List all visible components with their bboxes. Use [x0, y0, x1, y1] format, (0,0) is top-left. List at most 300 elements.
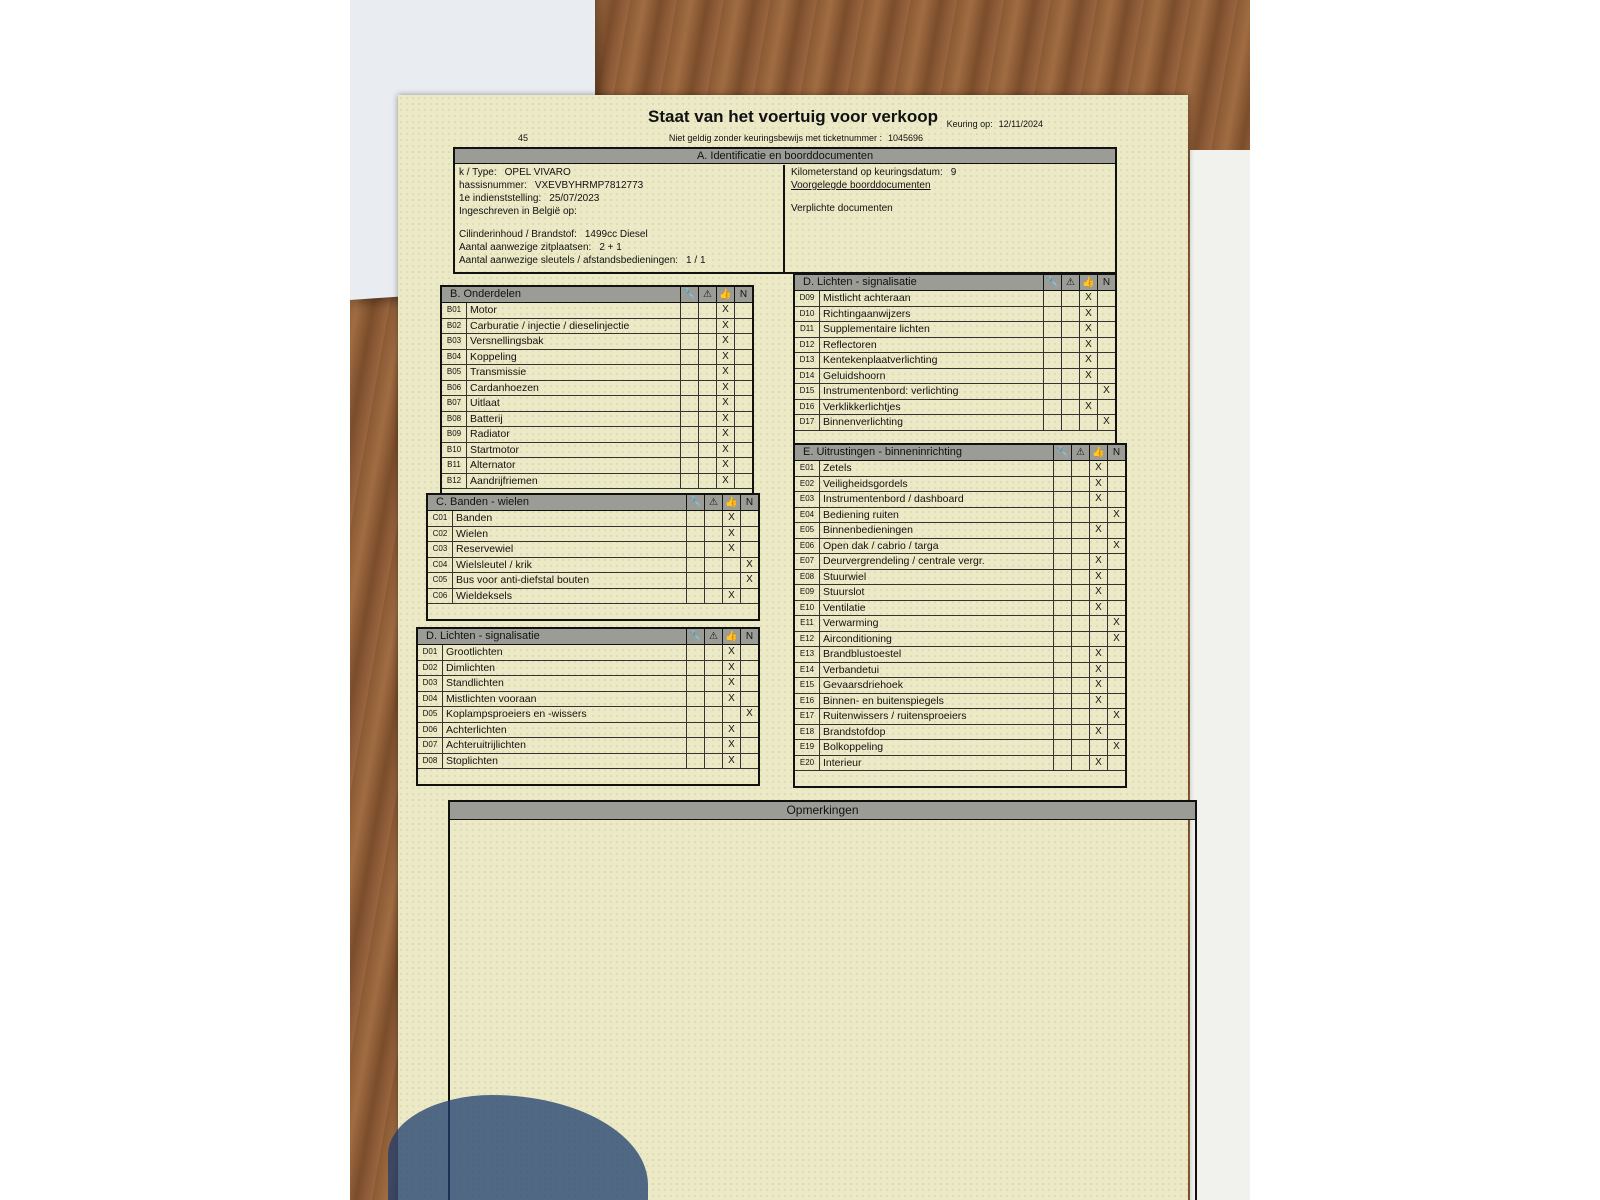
item-code: D16	[795, 400, 820, 415]
item-code: D03	[418, 676, 443, 691]
check-cell	[686, 527, 704, 542]
check-cell	[680, 412, 698, 427]
checklist-row	[795, 725, 1125, 741]
check-cell: X	[1089, 554, 1107, 569]
check-cell	[1043, 369, 1061, 384]
checklist-row	[428, 527, 758, 543]
check-cell	[698, 319, 716, 334]
check-cell	[1053, 461, 1071, 476]
check-cell	[1071, 508, 1089, 523]
check-cell	[1043, 307, 1061, 322]
item-code: B12	[442, 474, 467, 489]
check-cell	[686, 558, 704, 573]
repair-icon: 🔧	[680, 287, 698, 302]
repair-icon: 🔧	[1043, 275, 1061, 290]
check-cell	[740, 542, 758, 557]
identification-vehicle	[455, 165, 785, 272]
check-cell: X	[722, 754, 740, 769]
checklist-row	[442, 350, 752, 366]
item-label: Binnen- en buitenspiegels	[823, 694, 944, 707]
check-cell	[1089, 709, 1107, 724]
check-cell	[1107, 694, 1125, 709]
section-onderdelen	[440, 285, 754, 506]
check-cell	[698, 458, 716, 473]
item-code: C03	[428, 542, 453, 557]
item-label: Alternator	[470, 459, 516, 471]
check-cell: X	[722, 511, 740, 526]
item-code: C06	[428, 589, 453, 604]
not-applicable-label: N	[734, 287, 752, 302]
check-cell: X	[1089, 570, 1107, 585]
check-cell	[1053, 663, 1071, 678]
item-code: B07	[442, 396, 467, 411]
item-code: E19	[795, 740, 820, 755]
checklist-row	[795, 307, 1115, 323]
item-code: E13	[795, 647, 820, 662]
check-cell	[680, 334, 698, 349]
check-cell	[1053, 570, 1071, 585]
check-cell: X	[722, 692, 740, 707]
checklist-row	[795, 663, 1125, 679]
checklist-row	[442, 303, 752, 319]
lichten_left-title: D. Lichten - signalisatie	[426, 630, 540, 642]
check-cell	[680, 381, 698, 396]
checklist-row	[418, 645, 758, 661]
item-label: Geluidshoorn	[823, 369, 886, 382]
check-cell: X	[722, 542, 740, 557]
banden-header	[428, 495, 758, 511]
lichten_right-header	[795, 275, 1115, 291]
checklist-row	[418, 723, 758, 739]
check-cell	[1061, 322, 1079, 337]
item-code: E12	[795, 632, 820, 647]
repair-icon: 🔧	[686, 495, 704, 510]
check-cell: X	[1089, 725, 1107, 740]
checklist-row	[795, 539, 1125, 555]
checklist-row	[428, 542, 758, 558]
check-cell	[1097, 353, 1115, 368]
item-code: C02	[428, 527, 453, 542]
item-code: D10	[795, 307, 820, 322]
check-cell: X	[1089, 601, 1107, 616]
check-cell	[1053, 523, 1071, 538]
item-code: D14	[795, 369, 820, 384]
check-cell	[1043, 322, 1061, 337]
check-cell: X	[1079, 353, 1097, 368]
checklist-row	[795, 400, 1115, 416]
item-code: E07	[795, 554, 820, 569]
check-cell	[686, 676, 704, 691]
check-cell	[1089, 539, 1107, 554]
inspection-sheet	[398, 95, 1188, 1200]
item-label: Zetels	[823, 462, 852, 474]
check-cell	[680, 443, 698, 458]
check-cell	[1061, 415, 1079, 430]
check-cell	[1053, 492, 1071, 507]
check-cell	[722, 707, 740, 722]
item-label: Brandstofdop	[823, 725, 886, 738]
check-cell	[698, 412, 716, 427]
check-cell	[1071, 601, 1089, 616]
not-applicable-label: N	[1097, 275, 1115, 290]
check-cell	[686, 542, 704, 557]
check-cell	[686, 692, 704, 707]
check-cell	[1071, 740, 1089, 755]
check-cell	[1043, 291, 1061, 306]
item-label: Bolkoppeling	[823, 741, 884, 753]
check-cell	[1107, 570, 1125, 585]
check-cell: X	[716, 350, 734, 365]
check-cell	[680, 474, 698, 489]
check-cell	[734, 303, 752, 318]
check-cell: X	[1089, 523, 1107, 538]
lichten_left-header	[418, 629, 758, 645]
registered-belgium: Ingeschreven in België op:	[459, 206, 577, 217]
check-cell	[1071, 585, 1089, 600]
check-cell	[704, 527, 722, 542]
item-code: D13	[795, 353, 820, 368]
item-label: Wielsleutel / krik	[456, 558, 532, 571]
check-cell: X	[1107, 740, 1125, 755]
checklist-row	[795, 601, 1125, 617]
checklist-row	[795, 554, 1125, 570]
item-label: Ruitenwissers / ruitensproeiers	[823, 710, 967, 722]
item-code: D11	[795, 322, 820, 337]
checklist-row	[795, 338, 1115, 354]
check-cell	[1097, 369, 1115, 384]
item-code: B10	[442, 443, 467, 458]
check-cell	[1107, 756, 1125, 771]
check-cell	[704, 573, 722, 588]
checklist-row	[442, 427, 752, 443]
item-code: E16	[795, 694, 820, 709]
item-label: Motor	[470, 304, 497, 316]
item-code: B05	[442, 365, 467, 380]
item-label: Achterlichten	[446, 723, 507, 736]
check-cell	[1053, 601, 1071, 616]
warning-icon: ⚠	[1061, 275, 1079, 290]
ok-icon: 👍	[716, 287, 734, 302]
repair-icon: 🔧	[1053, 445, 1071, 460]
not-applicable-label: N	[740, 495, 758, 510]
banden-title: C. Banden - wielen	[436, 496, 529, 508]
checklist-row	[795, 508, 1125, 524]
check-cell	[1071, 694, 1089, 709]
item-code: D01	[418, 645, 443, 660]
item-code: B04	[442, 350, 467, 365]
keys: Aantal aanwezige sleutels / afstandsbedieningen: 1 / 1	[459, 255, 706, 266]
check-cell	[698, 443, 716, 458]
checklist-row	[795, 461, 1125, 477]
item-code: B11	[442, 458, 467, 473]
item-label: Verwarming	[823, 617, 879, 629]
check-cell	[734, 350, 752, 365]
item-label: Aandrijfriemen	[470, 474, 538, 487]
checklist-row	[795, 740, 1125, 756]
check-cell	[1107, 554, 1125, 569]
check-cell	[1107, 492, 1125, 507]
form-code: 45	[518, 133, 529, 143]
item-code: B02	[442, 319, 467, 334]
check-cell: X	[1089, 647, 1107, 662]
item-code: E20	[795, 756, 820, 771]
warning-icon: ⚠	[698, 287, 716, 302]
check-cell: X	[1107, 508, 1125, 523]
check-cell	[704, 511, 722, 526]
item-code: C01	[428, 511, 453, 526]
check-cell	[698, 381, 716, 396]
check-cell: X	[1089, 585, 1107, 600]
check-cell	[1053, 694, 1071, 709]
check-cell	[704, 542, 722, 557]
check-cell	[740, 511, 758, 526]
checklist-row	[442, 334, 752, 350]
checklist-row	[428, 589, 758, 605]
item-code: D09	[795, 291, 820, 306]
item-code: E10	[795, 601, 820, 616]
check-cell	[734, 458, 752, 473]
check-cell	[1107, 725, 1125, 740]
check-cell	[1053, 709, 1071, 724]
check-cell: X	[740, 573, 758, 588]
check-cell	[1071, 523, 1089, 538]
validity-note: Niet geldig zonder keuringsbewijs met ticketnummer : 1045696	[668, 133, 924, 143]
checklist-row	[795, 647, 1125, 663]
check-cell	[1071, 647, 1089, 662]
item-label: Ventilatie	[823, 601, 866, 614]
check-cell: X	[1079, 291, 1097, 306]
item-code: E18	[795, 725, 820, 740]
item-code: B03	[442, 334, 467, 349]
item-label: Stuurslot	[823, 586, 865, 598]
checklist-row	[428, 573, 758, 589]
item-label: Veiligheidsgordels	[823, 477, 908, 490]
item-code: D07	[418, 738, 443, 753]
check-cell: X	[1079, 322, 1097, 337]
check-cell	[1053, 647, 1071, 662]
check-cell	[1107, 523, 1125, 538]
inspection-date: Keuring op: 12/11/2024	[946, 119, 1043, 129]
item-code: C04	[428, 558, 453, 573]
check-cell	[740, 738, 758, 753]
check-cell	[1107, 663, 1125, 678]
ok-icon: 👍	[1089, 445, 1107, 460]
check-cell	[1053, 756, 1071, 771]
check-cell	[734, 365, 752, 380]
remarks-title: Opmerkingen	[450, 802, 1195, 820]
check-cell: X	[1079, 400, 1097, 415]
check-cell	[1061, 384, 1079, 399]
item-label: Bus voor anti-diefstal bouten	[456, 574, 590, 586]
check-cell: X	[1089, 492, 1107, 507]
checklist-row	[795, 585, 1125, 601]
check-cell	[1071, 477, 1089, 492]
checklist-row	[418, 738, 758, 754]
item-label: Gevaarsdriehoek	[823, 679, 903, 691]
item-code: D12	[795, 338, 820, 353]
item-code: E04	[795, 508, 820, 523]
blank-row	[418, 769, 758, 784]
check-cell	[1071, 663, 1089, 678]
check-cell: X	[1079, 338, 1097, 353]
check-cell	[734, 443, 752, 458]
check-cell	[1053, 539, 1071, 554]
item-label: Verklikkerlichtjes	[823, 400, 901, 413]
check-cell	[1043, 400, 1061, 415]
check-cell	[1053, 585, 1071, 600]
check-cell	[734, 474, 752, 489]
check-cell: X	[716, 412, 734, 427]
item-label: Koppeling	[470, 350, 517, 363]
item-label: Binnenverlichting	[823, 416, 903, 428]
check-cell	[704, 692, 722, 707]
item-code: D08	[418, 754, 443, 769]
check-cell	[1061, 307, 1079, 322]
ok-icon: 👍	[1079, 275, 1097, 290]
check-cell	[698, 334, 716, 349]
check-cell	[686, 589, 704, 604]
check-cell	[704, 754, 722, 769]
check-cell	[698, 427, 716, 442]
check-cell: X	[1089, 756, 1107, 771]
check-cell	[734, 334, 752, 349]
check-cell	[740, 676, 758, 691]
check-cell	[1097, 400, 1115, 415]
check-cell: X	[1089, 678, 1107, 693]
page-title: Staat van het voertuig voor verkoop	[647, 107, 938, 126]
item-code: D05	[418, 707, 443, 722]
check-cell	[680, 319, 698, 334]
checklist-row	[418, 754, 758, 770]
checklist-row	[795, 756, 1125, 772]
repair-icon: 🔧	[686, 629, 704, 644]
check-cell: X	[1079, 307, 1097, 322]
not-applicable-label: N	[740, 629, 758, 644]
item-label: Cardanhoezen	[470, 381, 539, 394]
item-code: E08	[795, 570, 820, 585]
check-cell	[1071, 554, 1089, 569]
check-cell: X	[1097, 415, 1115, 430]
check-cell	[1053, 477, 1071, 492]
check-cell	[704, 707, 722, 722]
check-cell	[1107, 601, 1125, 616]
checklist-row	[795, 322, 1115, 338]
check-cell	[1053, 678, 1071, 693]
item-label: Interieur	[823, 756, 862, 769]
checklist-row	[795, 523, 1125, 539]
check-cell	[1107, 461, 1125, 476]
checklist-row	[795, 632, 1125, 648]
check-cell	[680, 303, 698, 318]
check-cell	[1053, 554, 1071, 569]
item-label: Versnellingsbak	[470, 335, 544, 347]
check-cell: X	[716, 334, 734, 349]
checklist-row	[795, 694, 1125, 710]
item-label: Standlichten	[446, 677, 504, 689]
section-lichten-left	[416, 627, 760, 786]
chassis-number: hassisnummer: VXEVBYHRMP7812773	[459, 180, 644, 191]
item-label: Binnenbedieningen	[823, 524, 913, 536]
check-cell: X	[740, 558, 758, 573]
item-code: E14	[795, 663, 820, 678]
check-cell: X	[1089, 694, 1107, 709]
photo-background	[350, 0, 1250, 1200]
check-cell	[1097, 291, 1115, 306]
item-label: Radiator	[470, 428, 510, 440]
check-cell	[1043, 338, 1061, 353]
check-cell	[680, 365, 698, 380]
item-label: Reservewiel	[456, 543, 514, 555]
check-cell	[686, 723, 704, 738]
item-code: E09	[795, 585, 820, 600]
checklist-row	[795, 709, 1125, 725]
check-cell	[698, 365, 716, 380]
item-code: E03	[795, 492, 820, 507]
item-code: E02	[795, 477, 820, 492]
check-cell	[734, 319, 752, 334]
check-cell	[1061, 369, 1079, 384]
item-code: B09	[442, 427, 467, 442]
check-cell: X	[1107, 616, 1125, 631]
item-code: B06	[442, 381, 467, 396]
background-paper-right	[1190, 150, 1250, 1200]
item-code: E17	[795, 709, 820, 724]
make-type: k / Type: OPEL VIVARO	[459, 167, 571, 178]
item-label: Stoplichten	[446, 754, 498, 767]
check-cell	[740, 723, 758, 738]
check-cell	[1071, 616, 1089, 631]
check-cell	[1071, 709, 1089, 724]
item-code: B08	[442, 412, 467, 427]
checklist-row	[442, 458, 752, 474]
check-cell	[722, 573, 740, 588]
check-cell: X	[716, 443, 734, 458]
check-cell	[686, 754, 704, 769]
check-cell	[704, 676, 722, 691]
check-cell	[704, 558, 722, 573]
item-label: Airconditioning	[823, 632, 892, 645]
check-cell	[1079, 384, 1097, 399]
lichten_right-title: D. Lichten - signalisatie	[803, 276, 917, 288]
check-cell: X	[740, 707, 758, 722]
check-cell	[1071, 632, 1089, 647]
check-cell: X	[1089, 461, 1107, 476]
item-label: Deurvergrendeling / centrale vergr.	[823, 555, 985, 567]
check-cell: X	[722, 676, 740, 691]
checklist-row	[442, 381, 752, 397]
identification-documents	[787, 165, 1115, 272]
section-lichten-right	[793, 273, 1117, 447]
check-cell: X	[716, 381, 734, 396]
check-cell	[686, 738, 704, 753]
item-label: Instrumentenbord: verlichting	[823, 385, 959, 397]
item-code: C05	[428, 573, 453, 588]
check-cell	[1043, 415, 1061, 430]
check-cell	[1061, 291, 1079, 306]
checklist-row	[795, 369, 1115, 385]
check-cell	[1071, 756, 1089, 771]
mandatory-documents: Verplichte documenten	[791, 203, 893, 214]
check-cell	[1053, 725, 1071, 740]
warning-icon: ⚠	[1071, 445, 1089, 460]
checklist-row	[428, 511, 758, 527]
check-cell	[1089, 508, 1107, 523]
item-label: Banden	[456, 512, 493, 524]
check-cell: X	[716, 458, 734, 473]
check-cell	[740, 754, 758, 769]
checklist-row	[418, 707, 758, 723]
check-cell: X	[1107, 632, 1125, 647]
